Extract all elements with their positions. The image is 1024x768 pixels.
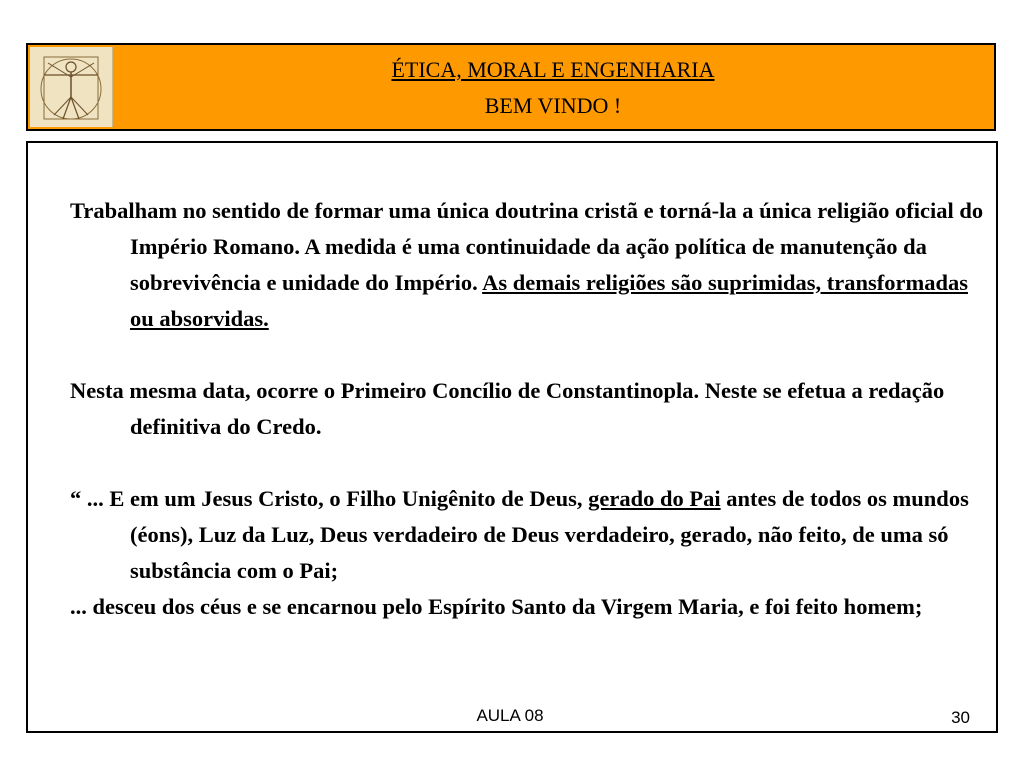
paragraph-2-text: Nesta mesma data, ocorre o Primeiro Concílio de Constantinopla. Neste se efetua a redação definitiva do Credo. — [70, 378, 945, 439]
paragraph-2 — [70, 373, 988, 445]
vitruvian-man-icon — [30, 47, 113, 127]
paragraph-3-before: “ ... E em um Jesus Cristo, o Filho Unigênito de Deus, — [70, 486, 583, 511]
paragraph-1-text: Trabalham no sentido de formar uma única doutrina cristã e torná-la a única religião oficial do Império Romano. A medida é uma continuidade da ação política de manutenção da sobrevivência e unidade do Império. — [70, 198, 984, 295]
page-number: 30 — [951, 708, 970, 727]
paragraph-3-underlined: gerado do Pai — [588, 486, 721, 511]
page-subtitle: BEM VINDO ! — [484, 93, 622, 118]
paragraph-1 — [70, 193, 988, 337]
content-text — [70, 193, 988, 625]
page-title: ÉTICA, MORAL E ENGENHARIA — [391, 57, 715, 82]
vitruvian-man-drawing — [30, 47, 112, 127]
paragraph-1-underlined: As demais religiões são suprimidas, transformadas ou absorvidas. — [130, 270, 968, 331]
paragraph-3 — [70, 481, 988, 589]
content-box — [26, 141, 998, 733]
paragraph-4-text: ... desceu dos céus e se encarnou pelo Espírito Santo da Virgem Maria, e foi feito homem; — [70, 594, 923, 619]
paragraph-4 — [70, 589, 988, 625]
paragraph-3-after: antes de todos os mundos (éons), Luz da Luz, Deus verdadeiro de Deus verdadeiro, gerado, não feito, de uma só substância com o Pai; — [130, 486, 969, 583]
footer-label: AULA 08 — [476, 706, 544, 725]
header-banner — [26, 43, 996, 131]
